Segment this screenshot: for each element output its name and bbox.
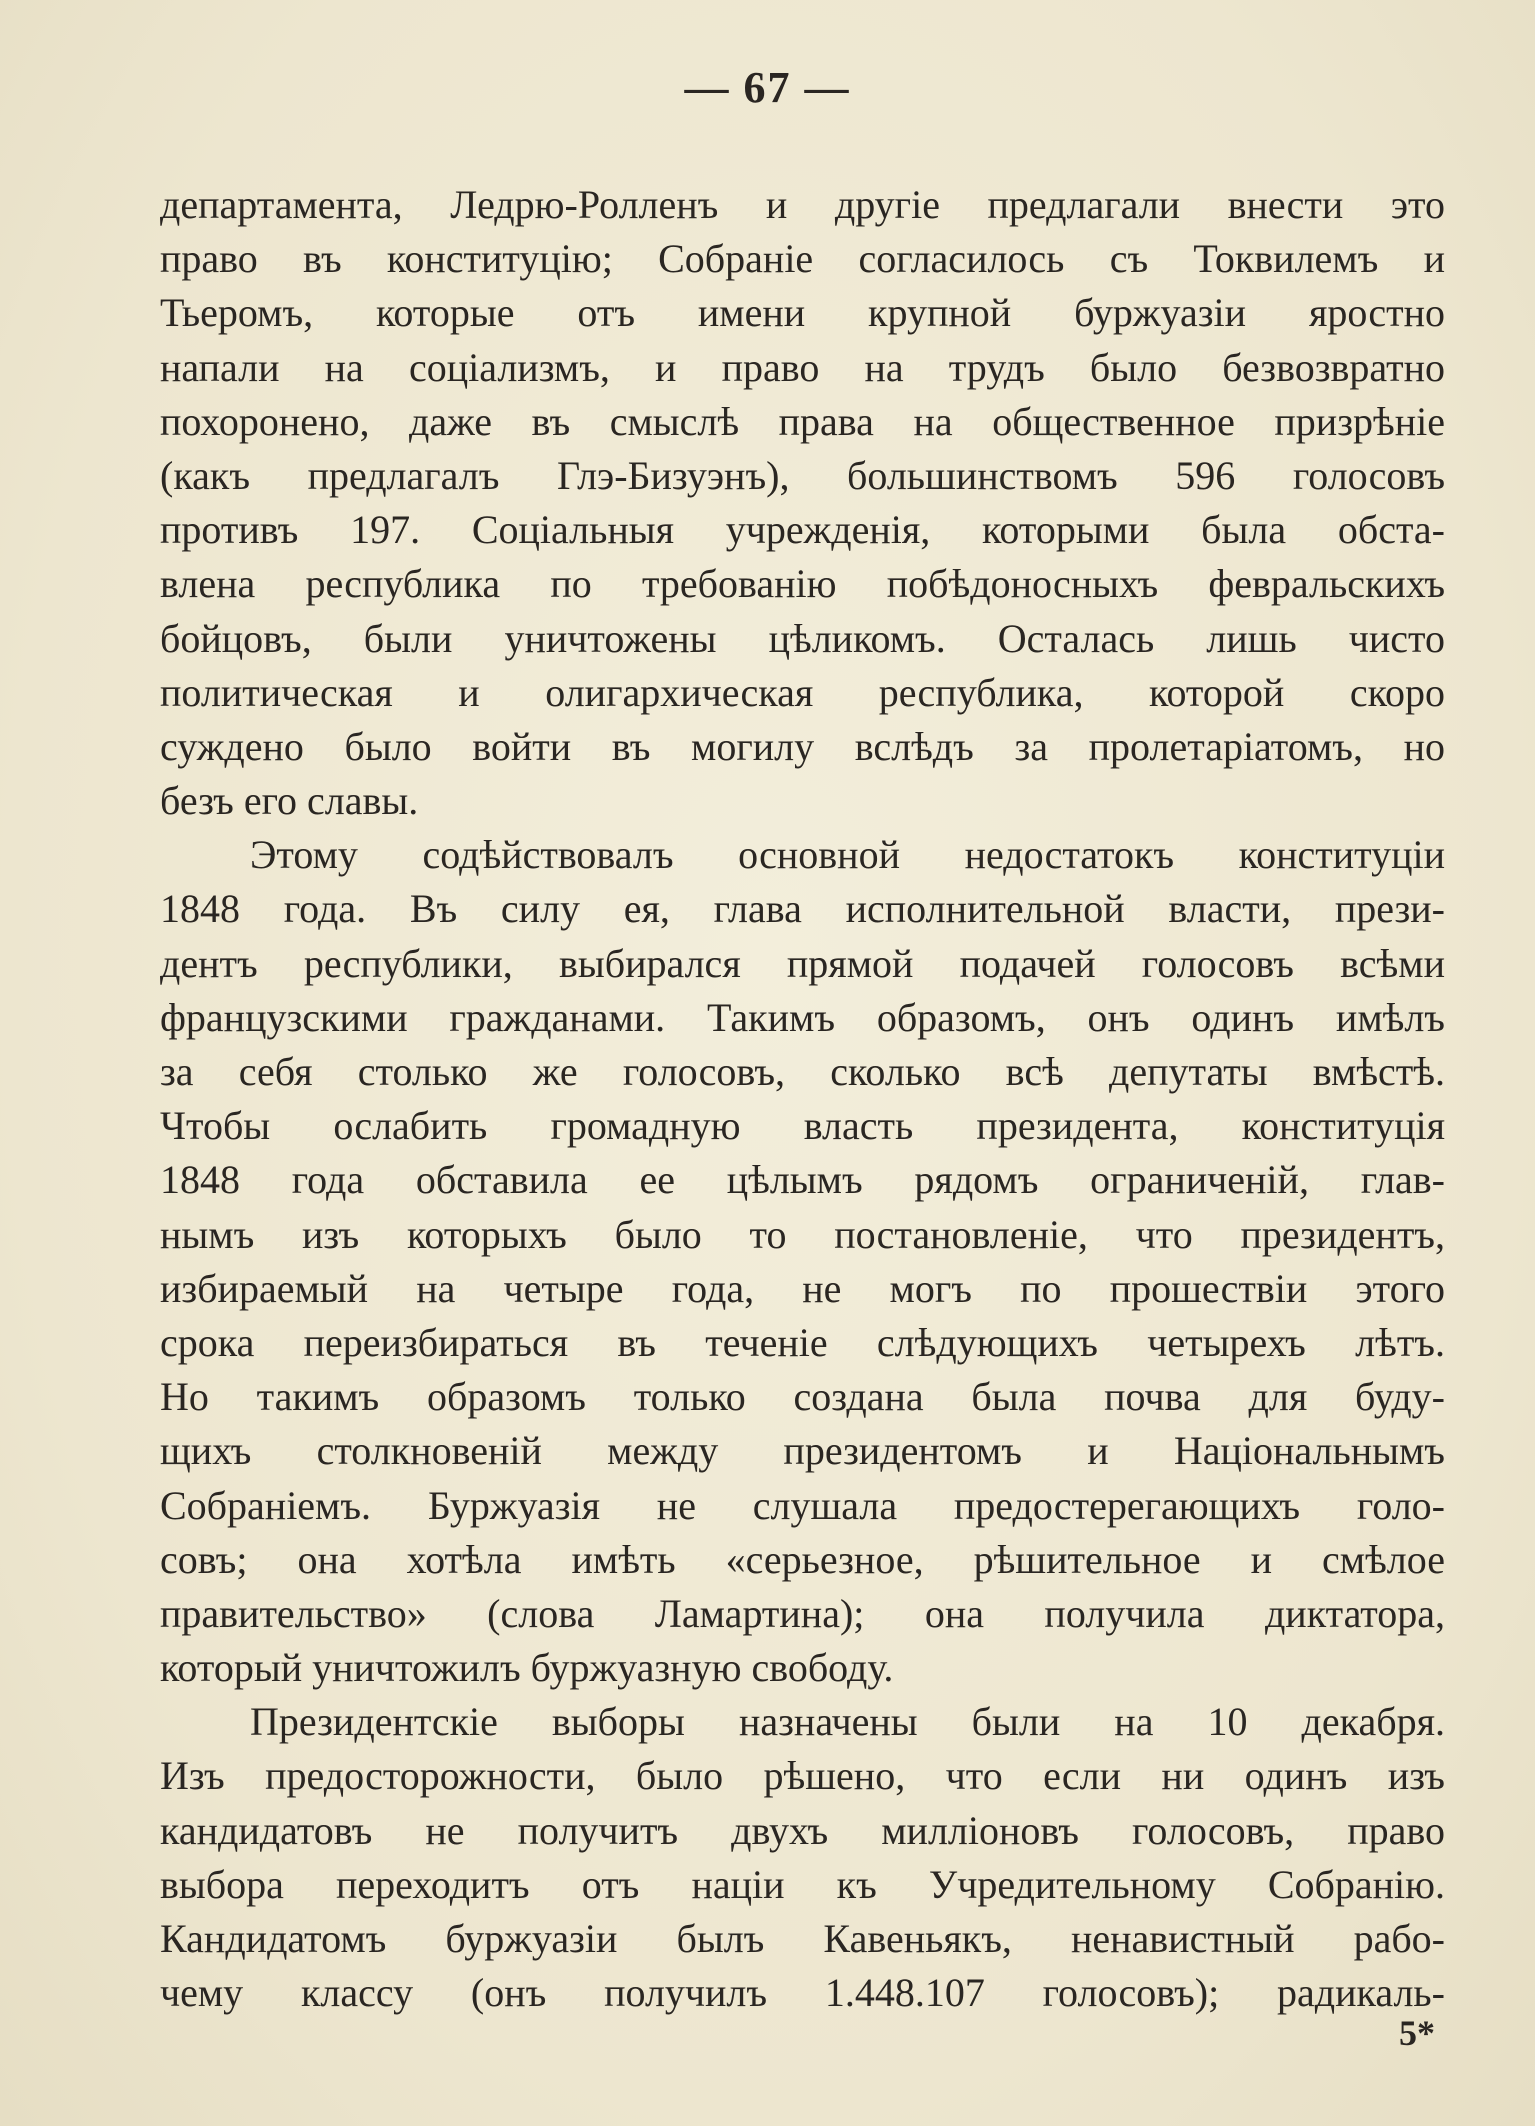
text-line: политическая и олигархическая республика, которой скоро [160,669,1445,715]
text-line: влена республика по требованію побѣдоносныхъ февральскихъ [160,561,1445,607]
text-line: Собраніемъ. Буржуазія не слушала предостерегающихъ голо- [160,1482,1445,1528]
text-line: Кандидатомъ буржуазіи былъ Кавеньякъ, ненавистный рабо- [160,1916,1445,1961]
text-line: правительство» (слова Ламартина); она получила диктатора, [160,1590,1445,1636]
page-number: — 67 — [684,63,851,112]
text-line: срока переизбираться въ теченіе слѣдующихъ четырехъ лѣтъ. [160,1319,1445,1365]
text-line: Чтобы ослабить громадную власть президента, конституція [160,1103,1445,1149]
text-line: Но такимъ образомъ только создана была почва для буду- [160,1374,1445,1420]
text-line: который уничтожилъ буржуазную свободу. [160,1645,894,1691]
text-line: (какъ предлагалъ Глэ-Бизуэнъ), большинствомъ 596 голосовъ [160,452,1445,498]
text-line: Президентскіе выборы назначены были на 10 декабря. [250,1699,1445,1745]
text-line: Тьеромъ, которые отъ имени крупной буржуазіи яростно [160,290,1445,336]
text-line: чему классу (онъ получилъ 1.448.107 голосовъ); радикаль- [160,1970,1445,2016]
text-line: избираемый на четыре года, не могъ по прошествіи этого [160,1265,1445,1311]
text-line: нымъ изъ которыхъ было то постановленіе, что президентъ, [160,1211,1445,1257]
text-line: бойцовъ, были уничтожены цѣликомъ. Осталась лишь чисто [160,615,1445,661]
text-line: 1848 года. Въ силу ея, глава исполнительной власти, прези- [160,886,1445,932]
text-line: похоронено, даже въ смыслѣ права на общественное призрѣніе [160,398,1445,444]
text-line: право въ конституцію; Собраніе согласилось съ Токвилемъ и [160,236,1445,282]
text-line: за себя столько же голосовъ, сколько всѣ депутаты вмѣстѣ. [160,1049,1445,1094]
text-line: кандидатовъ не получитъ двухъ милліоновъ голосовъ, право [160,1807,1445,1853]
text-line: совъ; она хотѣла имѣть «серьезное, рѣшительное и смѣлое [160,1536,1445,1582]
text-line: щихъ столкновеній между президентомъ и Національнымъ [160,1428,1445,1474]
signature-mark: 5* [1399,2013,1435,2053]
text-line: противъ 197. Соціальныя учрежденія, которыми была обста- [160,507,1445,553]
text-line: выбора переходитъ отъ націи къ Учредительному Собранію. [160,1861,1445,1907]
text-line: дентъ республики, выбирался прямой подачей голосовъ всѣми [160,940,1445,986]
body-text [160,178,1445,2020]
text-line: французскими гражданами. Такимъ образомъ, онъ одинъ имѣлъ [160,994,1445,1040]
text-line: напали на соціализмъ, и право на трудъ было безвозвратно [160,344,1445,390]
text-line: 1848 года обставила ее цѣлымъ рядомъ ограниченій, глав- [160,1157,1445,1203]
text-line: Этому содѣйствовалъ основной недостатокъ конституціи [250,832,1445,878]
text-line: Изъ предосторожности, было рѣшено, что если ни одинъ изъ [160,1753,1445,1799]
text-line: суждено было войти въ могилу вслѣдъ за пролетаріатомъ, но [160,723,1445,769]
text-line: безъ его славы. [160,778,419,824]
text-line: департамента, Ледрю-Ролленъ и другіе предлагали внести это [160,182,1445,227]
